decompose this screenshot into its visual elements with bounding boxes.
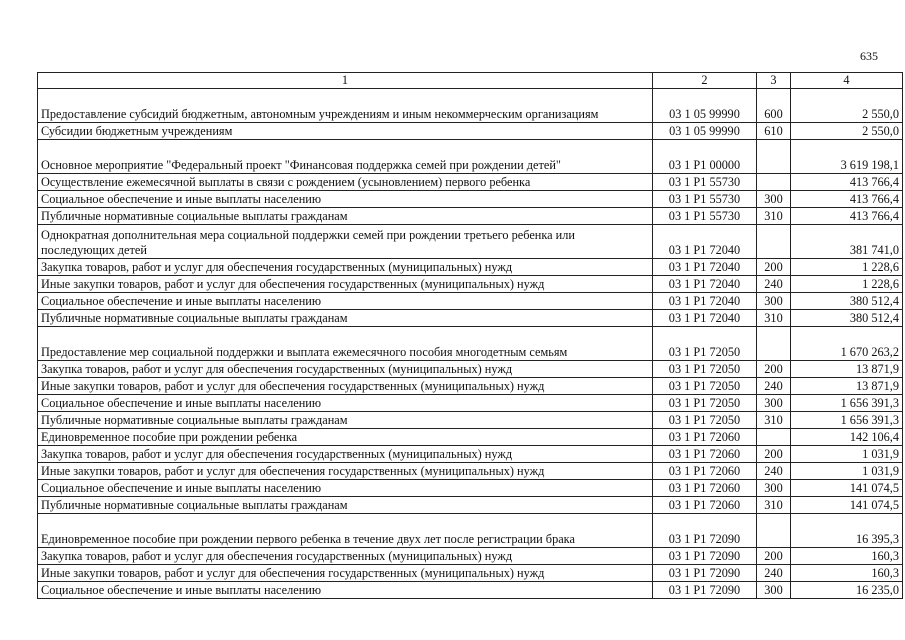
row-name-cell: Закупка товаров, работ и услуг для обеспечения государственных (муниципальных) нужд	[38, 361, 653, 378]
row-name-cell: Закупка товаров, работ и услуг для обеспечения государственных (муниципальных) нужд	[38, 259, 653, 276]
row-code-cell: 03 1 Р1 72060	[653, 497, 757, 514]
table-row	[38, 191, 903, 208]
row-name-cell: Субсидии бюджетным учреждениям	[38, 123, 653, 140]
row-amount-cell: 1 031,9	[791, 463, 903, 480]
row-type-cell: 200	[757, 446, 791, 463]
row-name-cell: Основное мероприятие "Федеральный проект "Финансовая поддержка семей при рождении детей"	[38, 140, 653, 174]
row-amount-cell: 1 031,9	[791, 446, 903, 463]
table-row	[38, 259, 903, 276]
row-type-cell: 200	[757, 548, 791, 565]
table-row	[38, 429, 903, 446]
header-row	[38, 73, 903, 89]
row-amount-cell: 380 512,4	[791, 293, 903, 310]
table-row	[38, 140, 903, 174]
row-name-cell: Публичные нормативные социальные выплаты гражданам	[38, 497, 653, 514]
row-type-cell	[757, 225, 791, 259]
row-type-cell: 300	[757, 395, 791, 412]
table-row	[38, 225, 903, 259]
row-code-cell: 03 1 Р1 72060	[653, 429, 757, 446]
row-type-cell: 200	[757, 361, 791, 378]
row-amount-cell: 13 871,9	[791, 361, 903, 378]
row-amount-cell: 380 512,4	[791, 310, 903, 327]
row-code-cell: 03 1 Р1 72040	[653, 259, 757, 276]
row-name-cell: Однократная дополнительная мера социальной поддержки семей при рождении третьего ребенка или последующих детей	[38, 225, 653, 259]
row-amount-cell: 413 766,4	[791, 208, 903, 225]
row-name-cell: Единовременное пособие при рождении ребенка	[38, 429, 653, 446]
row-name-cell: Социальное обеспечение и иные выплаты населению	[38, 582, 653, 599]
row-name-cell: Социальное обеспечение и иные выплаты населению	[38, 395, 653, 412]
row-amount-cell: 160,3	[791, 548, 903, 565]
row-name-cell: Иные закупки товаров, работ и услуг для обеспечения государственных (муниципальных) нужд	[38, 276, 653, 293]
table-row	[38, 514, 903, 548]
row-amount-cell: 3 619 198,1	[791, 140, 903, 174]
row-amount-cell: 1 670 263,2	[791, 327, 903, 361]
table-body	[38, 89, 903, 599]
table-row	[38, 89, 903, 123]
table-row	[38, 310, 903, 327]
row-code-cell: 03 1 Р1 00000	[653, 140, 757, 174]
row-name-cell: Иные закупки товаров, работ и услуг для обеспечения государственных (муниципальных) нужд	[38, 565, 653, 582]
row-name-cell: Единовременное пособие при рождении первого ребенка в течение двух лет после регистрации брака	[38, 514, 653, 548]
row-type-cell: 240	[757, 276, 791, 293]
row-type-cell: 240	[757, 378, 791, 395]
row-amount-cell: 2 550,0	[791, 89, 903, 123]
row-code-cell: 03 1 Р1 72050	[653, 378, 757, 395]
row-type-cell	[757, 429, 791, 446]
column-header-name: 1	[38, 73, 653, 89]
row-amount-cell: 141 074,5	[791, 497, 903, 514]
table-row	[38, 327, 903, 361]
row-type-cell: 300	[757, 582, 791, 599]
row-type-cell: 310	[757, 497, 791, 514]
row-amount-cell: 413 766,4	[791, 191, 903, 208]
row-amount-cell: 1 228,6	[791, 259, 903, 276]
row-amount-cell: 16 235,0	[791, 582, 903, 599]
row-code-cell: 03 1 Р1 55730	[653, 174, 757, 191]
row-name-cell: Социальное обеспечение и иные выплаты населению	[38, 191, 653, 208]
row-type-cell	[757, 140, 791, 174]
row-amount-cell: 413 766,4	[791, 174, 903, 191]
row-code-cell: 03 1 Р1 55730	[653, 191, 757, 208]
row-name-cell: Социальное обеспечение и иные выплаты населению	[38, 293, 653, 310]
table-row	[38, 565, 903, 582]
table-row	[38, 412, 903, 429]
row-type-cell: 240	[757, 565, 791, 582]
row-type-cell: 240	[757, 463, 791, 480]
row-code-cell: 03 1 Р1 72090	[653, 548, 757, 565]
row-code-cell: 03 1 Р1 72050	[653, 395, 757, 412]
table-row	[38, 582, 903, 599]
table-row	[38, 480, 903, 497]
row-type-cell: 300	[757, 191, 791, 208]
row-name-cell: Предоставление мер социальной поддержки и выплата ежемесячного пособия многодетным семьям	[38, 327, 653, 361]
row-code-cell: 03 1 Р1 72060	[653, 446, 757, 463]
row-type-cell: 600	[757, 89, 791, 123]
table-row	[38, 208, 903, 225]
row-amount-cell: 13 871,9	[791, 378, 903, 395]
row-code-cell: 03 1 Р1 72060	[653, 480, 757, 497]
row-name-cell: Публичные нормативные социальные выплаты гражданам	[38, 412, 653, 429]
row-amount-cell: 2 550,0	[791, 123, 903, 140]
row-name-cell: Закупка товаров, работ и услуг для обеспечения государственных (муниципальных) нужд	[38, 446, 653, 463]
row-name-cell: Закупка товаров, работ и услуг для обеспечения государственных (муниципальных) нужд	[38, 548, 653, 565]
column-header-amount: 4	[791, 73, 903, 89]
row-code-cell: 03 1 Р1 72050	[653, 327, 757, 361]
row-amount-cell: 141 074,5	[791, 480, 903, 497]
row-code-cell: 03 1 Р1 72040	[653, 293, 757, 310]
table-row	[38, 378, 903, 395]
table-row	[38, 276, 903, 293]
row-name-cell: Публичные нормативные социальные выплаты гражданам	[38, 208, 653, 225]
row-type-cell: 610	[757, 123, 791, 140]
row-code-cell: 03 1 Р1 55730	[653, 208, 757, 225]
row-type-cell: 200	[757, 259, 791, 276]
row-code-cell: 03 1 Р1 72060	[653, 463, 757, 480]
row-name-cell: Осуществление ежемесячной выплаты в связи с рождением (усыновлением) первого ребенка	[38, 174, 653, 191]
row-type-cell	[757, 514, 791, 548]
row-type-cell: 310	[757, 412, 791, 429]
row-code-cell: 03 1 05 99990	[653, 89, 757, 123]
row-amount-cell: 381 741,0	[791, 225, 903, 259]
row-amount-cell: 1 228,6	[791, 276, 903, 293]
column-header-code: 2	[653, 73, 757, 89]
row-type-cell: 310	[757, 310, 791, 327]
budget-table	[37, 72, 903, 599]
table-row	[38, 174, 903, 191]
row-name-cell: Социальное обеспечение и иные выплаты населению	[38, 480, 653, 497]
row-type-cell: 310	[757, 208, 791, 225]
page-number: 635	[860, 49, 878, 63]
row-name-cell: Предоставление субсидий бюджетным, автономным учреждениям и иным некоммерческим организациям	[38, 89, 653, 123]
row-type-cell	[757, 327, 791, 361]
row-amount-cell: 1 656 391,3	[791, 395, 903, 412]
row-code-cell: 03 1 Р1 72040	[653, 276, 757, 293]
row-type-cell	[757, 174, 791, 191]
table-header	[38, 73, 903, 89]
table-row	[38, 293, 903, 310]
row-code-cell: 03 1 Р1 72040	[653, 225, 757, 259]
table-row	[38, 395, 903, 412]
table-row	[38, 548, 903, 565]
row-amount-cell: 160,3	[791, 565, 903, 582]
row-amount-cell: 142 106,4	[791, 429, 903, 446]
row-name-cell: Иные закупки товаров, работ и услуг для обеспечения государственных (муниципальных) нужд	[38, 463, 653, 480]
row-type-cell: 300	[757, 480, 791, 497]
row-name-cell: Иные закупки товаров, работ и услуг для обеспечения государственных (муниципальных) нужд	[38, 378, 653, 395]
row-type-cell: 300	[757, 293, 791, 310]
row-code-cell: 03 1 Р1 72050	[653, 412, 757, 429]
row-code-cell: 03 1 05 99990	[653, 123, 757, 140]
table-row	[38, 463, 903, 480]
table-row	[38, 361, 903, 378]
row-amount-cell: 1 656 391,3	[791, 412, 903, 429]
row-name-cell: Публичные нормативные социальные выплаты гражданам	[38, 310, 653, 327]
row-code-cell: 03 1 Р1 72090	[653, 565, 757, 582]
table-row	[38, 497, 903, 514]
row-code-cell: 03 1 Р1 72040	[653, 310, 757, 327]
row-code-cell: 03 1 Р1 72090	[653, 514, 757, 548]
table-row	[38, 123, 903, 140]
column-header-type: 3	[757, 73, 791, 89]
row-code-cell: 03 1 Р1 72050	[653, 361, 757, 378]
table-row	[38, 446, 903, 463]
row-amount-cell: 16 395,3	[791, 514, 903, 548]
row-code-cell: 03 1 Р1 72090	[653, 582, 757, 599]
